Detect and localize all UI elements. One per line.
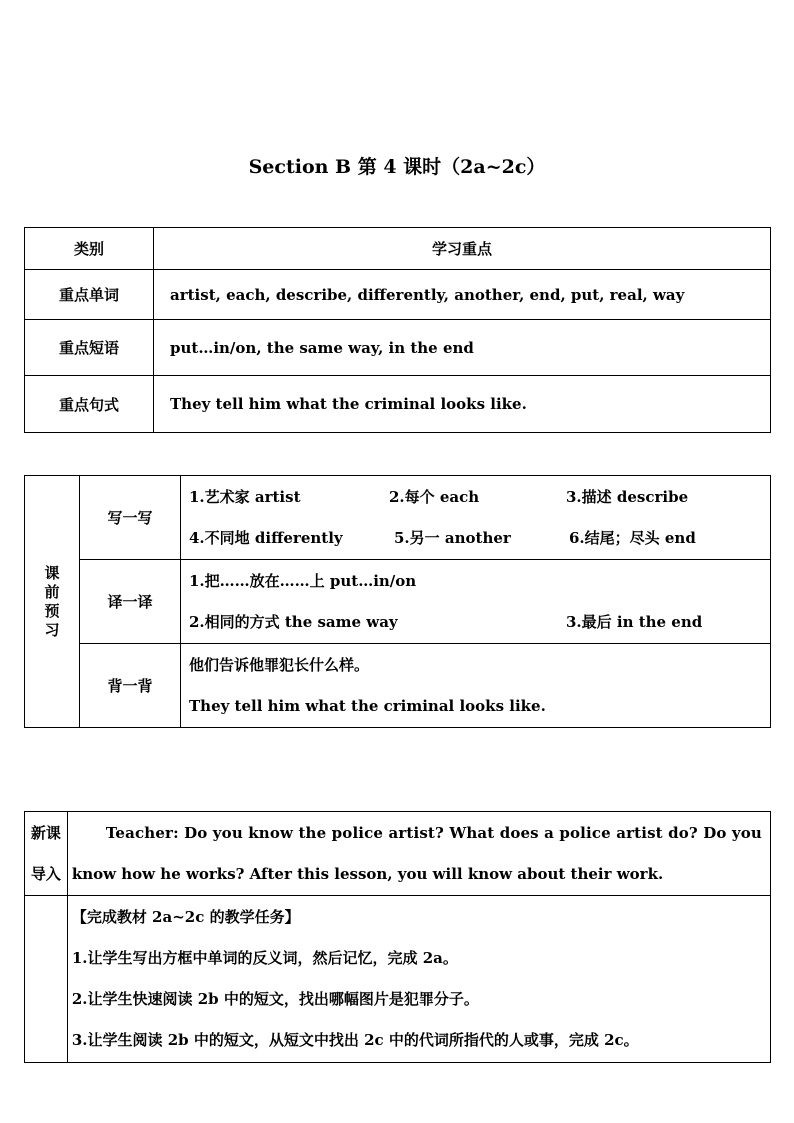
vocab-item: 4.不同地 differently (189, 528, 343, 547)
intro-row (25, 812, 771, 896)
write-content (181, 476, 771, 560)
preview-side-label: 课 前 预 习 (25, 476, 80, 728)
sentence-english: They tell him what the criminal looks like. (189, 696, 546, 715)
row-category: 重点单词 (25, 270, 154, 320)
task-item: 3.让学生阅读 2b 中的短文，从短文中找出 2c 中的代词所指代的人或事，完成 2c。 (71, 1031, 639, 1049)
task-heading: 【完成教材 2a~2c 的教学任务】 (71, 908, 300, 926)
table-header-row (25, 228, 771, 270)
recite-row (25, 644, 771, 728)
vocab-item: 3.描述 describe (566, 487, 689, 506)
recite-content (181, 644, 771, 728)
lesson-table (24, 811, 771, 1063)
row-content: put…in/on, the same way, in the end (154, 320, 771, 376)
vocab-item: 6.结尾；尽头 end (569, 528, 696, 547)
learning-focus-table (24, 227, 771, 433)
intro-content (67, 812, 770, 896)
recite-label: 背一背 (80, 644, 181, 728)
table-row (25, 376, 771, 433)
preview-table (24, 475, 771, 728)
page-title: Section B 第 4 课时（2a~2c） (248, 156, 546, 178)
phrase-item: 2.相同的方式 the same way (189, 612, 398, 631)
header-category: 类别 (25, 228, 154, 270)
write-label: 写一写 (80, 476, 181, 560)
table-row (25, 320, 771, 376)
task-item: 1.让学生写出方框中单词的反义词，然后记忆，完成 2a。 (71, 949, 458, 967)
task-item: 2.让学生快速阅读 2b 中的短文，找出哪幅图片是犯罪分子。 (71, 990, 479, 1008)
vocab-item: 2.每个 each (389, 487, 480, 506)
row-category: 重点短语 (25, 320, 154, 376)
row-content: artist, each, describe, differently, another, end, put, real, way (154, 270, 771, 320)
intro-line: know how he works? After this lesson, you will know about their work. (71, 864, 664, 883)
translate-content (181, 560, 771, 644)
table-row (25, 270, 771, 320)
phrase-item: 3.最后 in the end (566, 612, 703, 631)
tasks-row (25, 896, 771, 1063)
phrase-item: 1.把……放在……上 put…in/on (189, 571, 417, 590)
row-content: They tell him what the criminal looks like. (154, 376, 771, 433)
tasks-content (67, 896, 770, 1063)
translate-label: 译一译 (80, 560, 181, 644)
intro-side-label: 新课 导入 (25, 812, 68, 896)
header-focus: 学习重点 (154, 228, 771, 270)
row-category: 重点句式 (25, 376, 154, 433)
tasks-side-cell (25, 896, 68, 1063)
write-row (25, 476, 771, 560)
intro-line: Teacher: Do you know the police artist? What does a police artist do? Do you (105, 823, 762, 842)
sentence-chinese: 他们告诉他罪犯长什么样。 (189, 655, 370, 674)
translate-row (25, 560, 771, 644)
vocab-item: 1.艺术家 artist (189, 487, 301, 506)
vocab-item: 5.另一 another (394, 528, 511, 547)
